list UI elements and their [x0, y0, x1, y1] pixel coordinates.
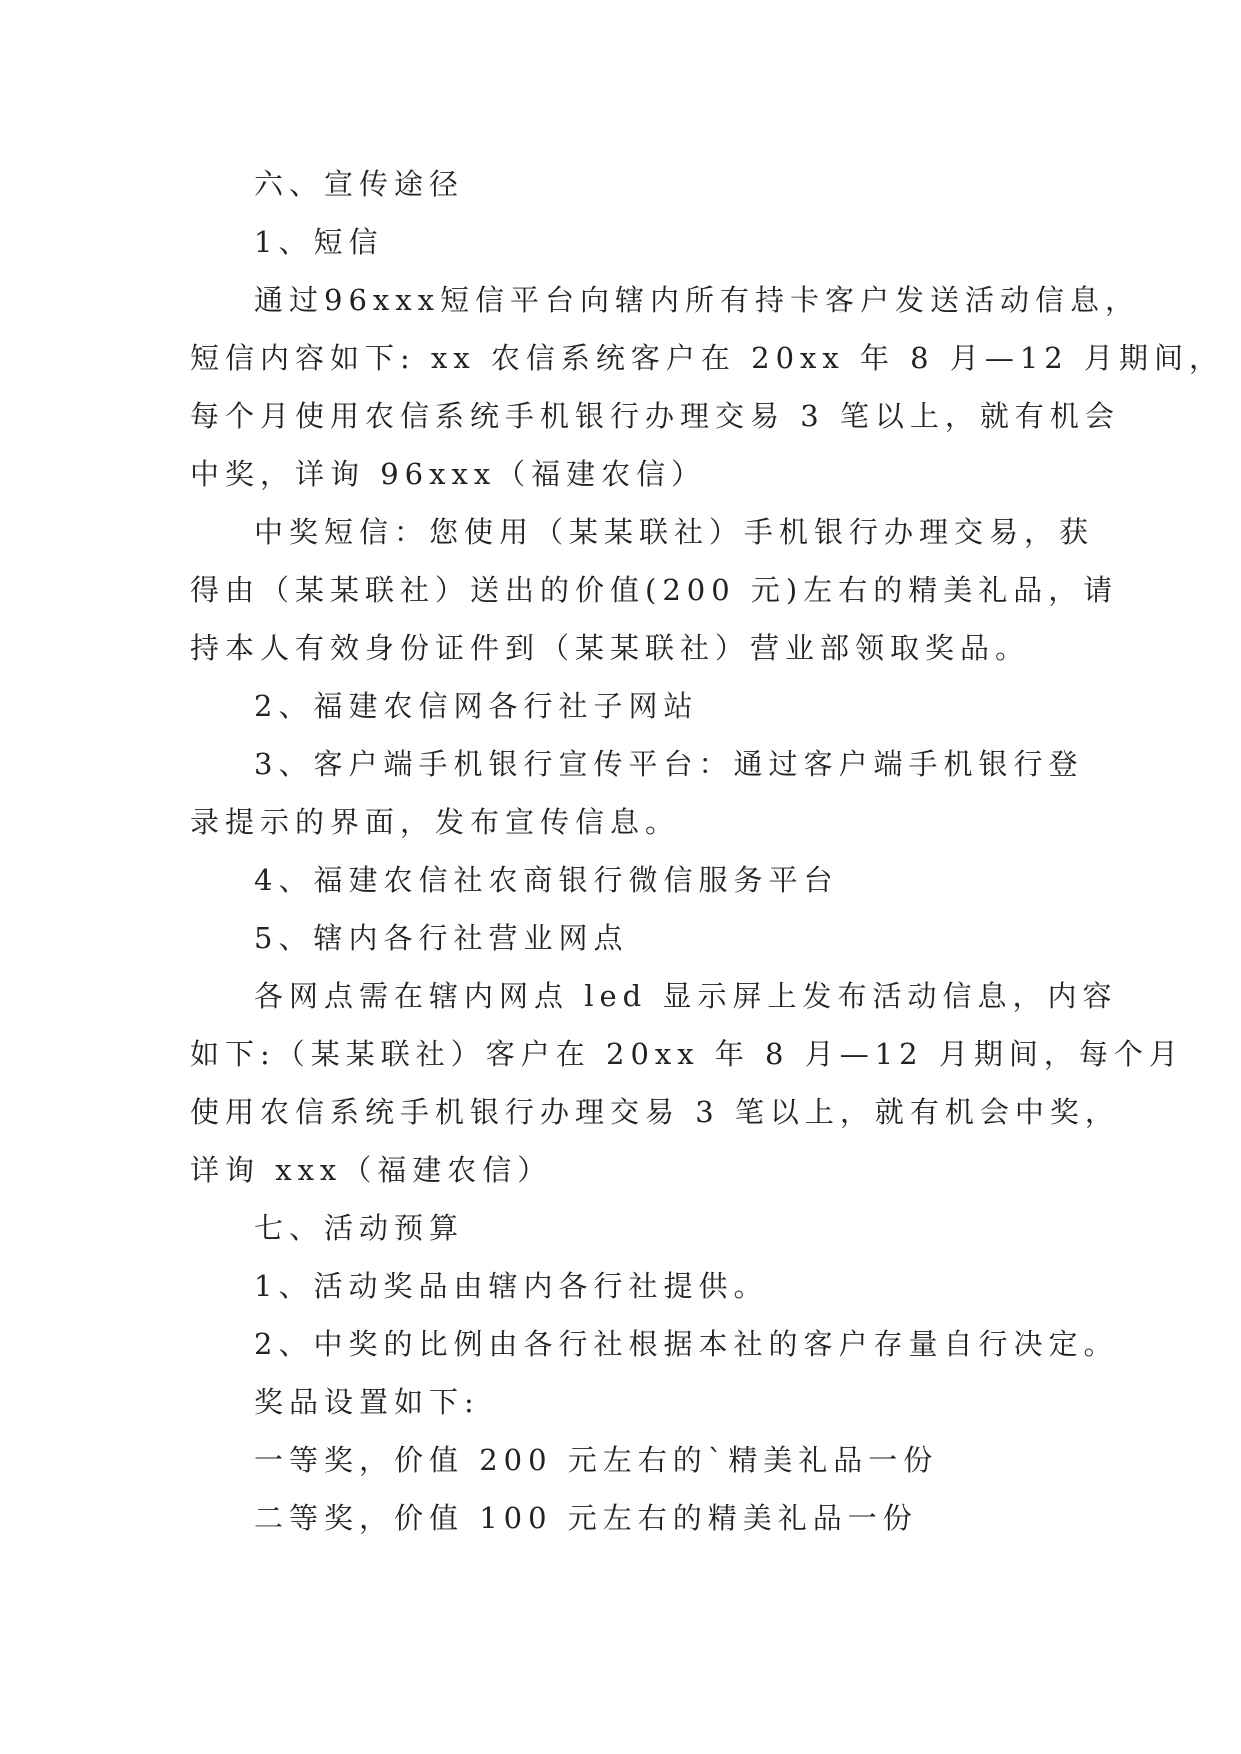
paragraph-led-display: [190, 967, 1184, 1199]
text-line: 短信内容如下: xx 农信系统客户在 20xx 年 8 月—12 月期间，: [190, 341, 1224, 375]
text-line: 3、客户端手机银行宣传平台：通过客户端手机银行登: [254, 747, 1084, 781]
paragraph-sms-content: [190, 271, 1224, 503]
budget-item-winning-ratio: [190, 1315, 1119, 1373]
item-heading-sms: [190, 213, 1070, 271]
text-line: 使用农信系统手机银行办理交易 3 笔以上，就有机会中奖，: [190, 1095, 1120, 1129]
text-line: 各网点需在辖内网点 led 显示屏上发布活动信息，内容: [254, 979, 1118, 1013]
text-line: 奖品设置如下:: [254, 1385, 480, 1419]
item-heading-wechat-platform: [190, 851, 1070, 909]
text-line: 如下:（某某联社）客户在 20xx 年 8 月—12 月期间，每个月: [190, 1037, 1184, 1071]
text-line: 七、活动预算: [254, 1211, 465, 1245]
text-line: 1、短信: [254, 225, 384, 259]
text-line: 中奖短信：您使用（某某联社）手机银行办理交易，获: [254, 515, 1095, 549]
text-line: 一等奖，价值 200 元左右的`精美礼品一份: [254, 1443, 939, 1477]
text-line: 5、辖内各行社营业网点: [254, 921, 629, 955]
text-line: 六、宣传途径: [254, 167, 465, 201]
prize-second: [190, 1489, 1070, 1547]
text-line: 中奖，详询 96xxx（福建农信）: [190, 457, 707, 491]
text-line: 详询 xxx（福建农信）: [190, 1153, 553, 1187]
text-line: 1、活动奖品由辖内各行社提供。: [254, 1269, 769, 1303]
text-line: 2、中奖的比例由各行社根据本社的客户存量自行决定。: [254, 1327, 1119, 1361]
prize-first: [190, 1431, 1070, 1489]
document-body: [190, 155, 1224, 1547]
text-line: 持本人有效身份证件到（某某联社）营业部领取奖品。: [190, 631, 1031, 665]
item-heading-websites: [190, 677, 1070, 735]
text-line: 得由（某某联社）送出的价值(200 元)左右的精美礼品，请: [190, 573, 1119, 607]
text-line: 每个月使用农信系统手机银行办理交易 3 笔以上，就有机会: [190, 399, 1120, 433]
prize-settings-intro: [190, 1373, 1070, 1431]
text-line: 二等奖，价值 100 元左右的精美礼品一份: [254, 1501, 918, 1535]
text-line: 4、福建农信社农商银行微信服务平台: [254, 863, 839, 897]
text-line: 录提示的界面，发布宣传信息。: [190, 805, 681, 839]
paragraph-winning-sms: [190, 503, 1119, 677]
text-line: 通过96xxx短信平台向辖内所有持卡客户发送活动信息，: [254, 283, 1140, 317]
budget-item-prizes-source: [190, 1257, 1070, 1315]
paragraph-mobile-banking-platform: [190, 735, 1084, 851]
section-heading-budget: [190, 1199, 1070, 1257]
section-heading-publicity-channels: [190, 155, 1070, 213]
item-heading-branch-outlets: [190, 909, 1070, 967]
text-line: 2、福建农信网各行社子网站: [254, 689, 699, 723]
